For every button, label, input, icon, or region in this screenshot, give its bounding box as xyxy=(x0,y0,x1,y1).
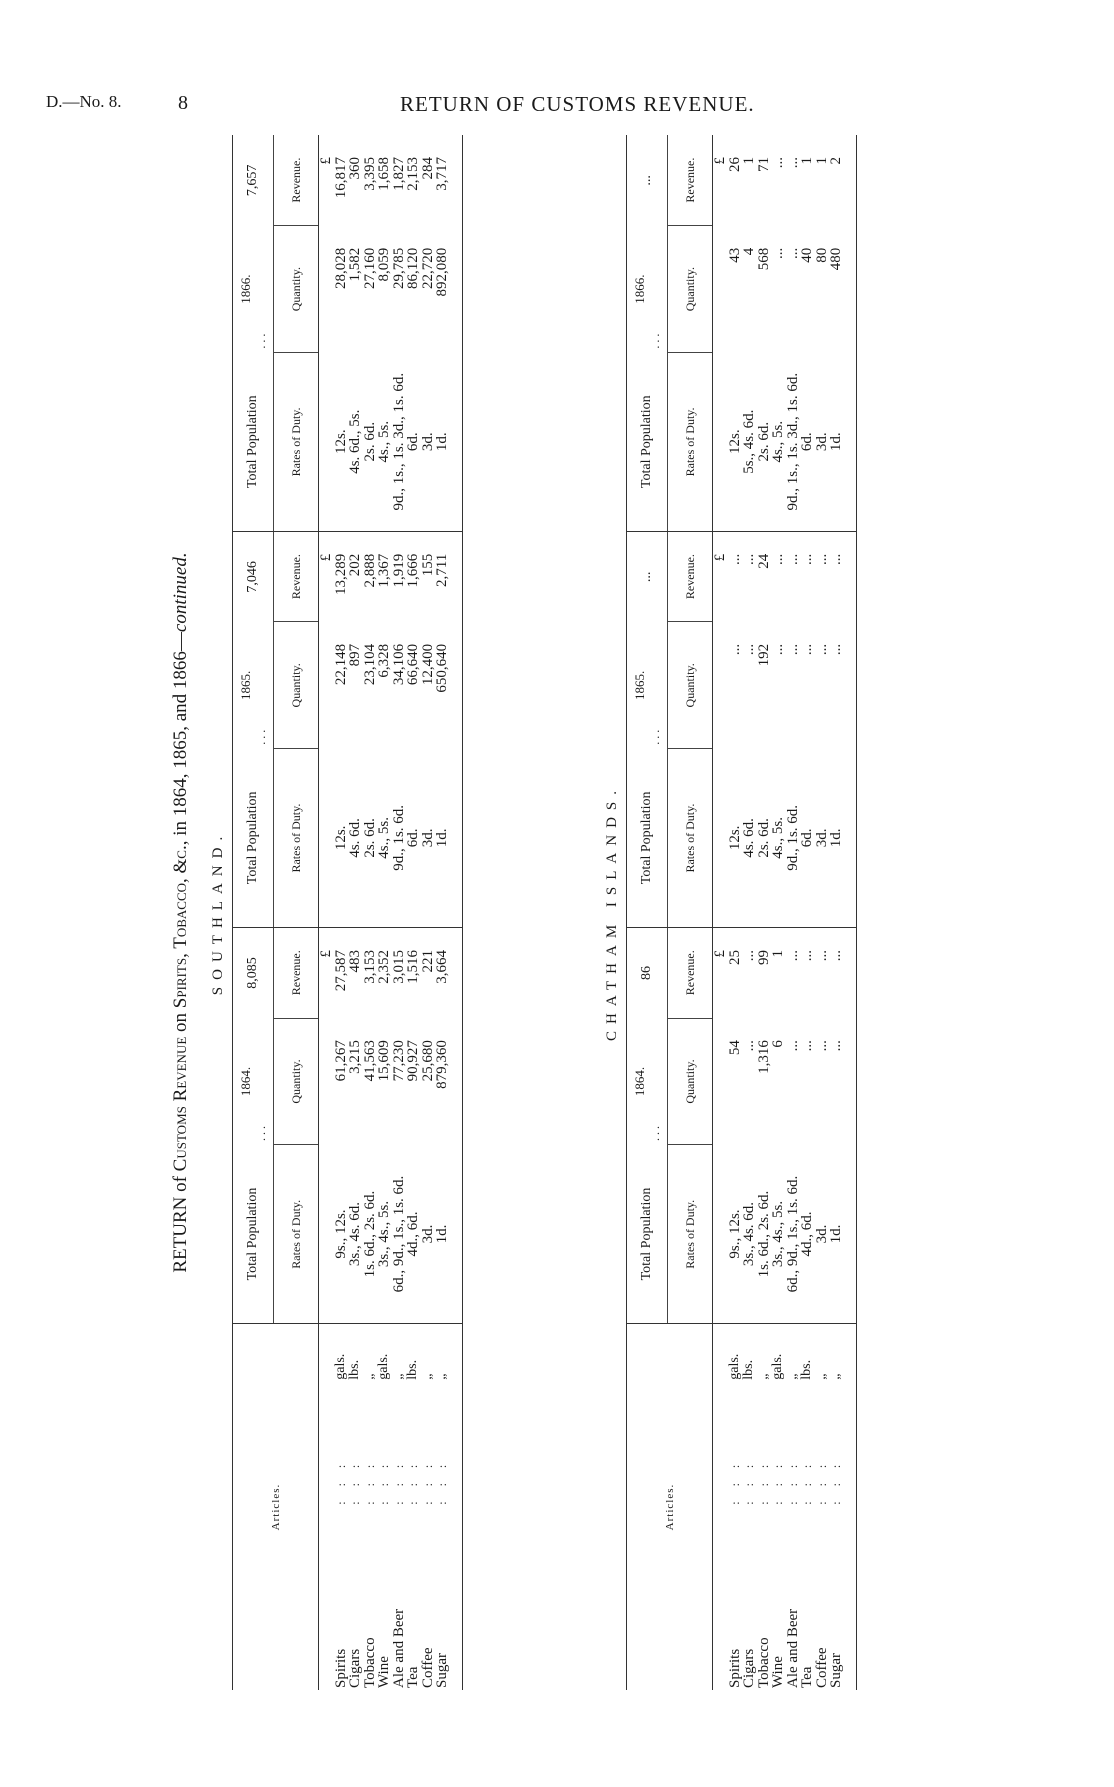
leader-dots: ... xyxy=(253,726,268,745)
revenue-cell: 3,153 xyxy=(361,949,378,984)
quantity-cell: ... xyxy=(799,643,815,656)
article-unit: gals. xyxy=(332,1353,348,1380)
article-unit: lbs. xyxy=(799,1359,814,1380)
article-unit: lbs. xyxy=(347,1359,362,1380)
articles-header: Articles. xyxy=(233,1324,319,1690)
quantity-cell: 12,400 xyxy=(419,643,436,686)
year-label xyxy=(233,1018,274,1145)
quantity-cell: ... xyxy=(770,643,786,656)
revenue-cell: 24 xyxy=(755,553,772,569)
quantity-cell: ... xyxy=(784,643,801,656)
rate-of-duty-cell: 4d., 6d. xyxy=(800,1145,815,1324)
article-name: Sugar xyxy=(434,1653,450,1688)
quantity-cell: 90,927 xyxy=(405,1040,421,1082)
rates-of-duty-header: Rates of Duty. xyxy=(274,749,319,928)
year-value: 1866. xyxy=(237,274,253,304)
rate-of-duty-cell: 1d. xyxy=(435,1145,450,1324)
quantity-cell: 80 xyxy=(813,247,830,263)
revenue-cell: 1,827 xyxy=(390,157,407,191)
table-row xyxy=(728,135,743,1690)
page-number: 8 xyxy=(178,92,188,114)
rate-of-duty-cell: 1d. xyxy=(435,749,450,928)
quantity-cell: 6 xyxy=(770,1040,786,1048)
total-population-label: Total Population xyxy=(627,1145,668,1324)
article-unit: lbs. xyxy=(741,1359,756,1380)
rate-of-duty-cell: 5s., 4s. 6d. xyxy=(742,353,757,532)
quantity-cell: ... xyxy=(813,643,830,656)
article-name: Coffee xyxy=(419,1647,436,1688)
article-unit: „ xyxy=(813,1373,829,1380)
rate-of-duty-cell: 1d. xyxy=(829,1145,844,1324)
total-population-label: Total Population xyxy=(627,749,668,928)
leader-dots: ... xyxy=(647,1122,662,1141)
quantity-cell: 86,120 xyxy=(405,247,421,289)
rate-of-duty-cell: 6d., 9d., 1s., 1s. 6d. xyxy=(392,1145,407,1324)
rate-of-duty-cell: 1s. 6d., 2s. 6d. xyxy=(757,1145,772,1324)
table-row xyxy=(742,135,757,1690)
leader-dots: : : : xyxy=(785,1458,800,1505)
article-unit: lbs. xyxy=(405,1359,420,1380)
quantity-cell: ... xyxy=(828,1040,844,1052)
rates-of-duty-header: Rates of Duty. xyxy=(668,353,713,532)
table-row xyxy=(406,135,421,1690)
leader-dots: : : : xyxy=(756,1458,771,1505)
total-population-label: Total Population xyxy=(233,749,274,928)
quantity-cell: 8,059 xyxy=(376,247,392,282)
year-value: 1864. xyxy=(237,1066,253,1097)
quantity-cell: 43 xyxy=(726,247,743,263)
revenue-cell: 1 xyxy=(813,157,830,165)
quantity-cell: 480 xyxy=(828,247,844,271)
article-unit: gals. xyxy=(726,1353,742,1380)
article-name: Spirits xyxy=(726,1648,743,1688)
quantity-header: Quantity. xyxy=(274,226,319,353)
rate-of-duty-cell: 3d. xyxy=(421,749,436,928)
rate-of-duty-cell: 4s., 5s. xyxy=(771,353,786,532)
revenue-cell: 27,587 xyxy=(332,949,349,992)
year-value: 1864. xyxy=(631,1066,647,1097)
rates-of-duty-header: Rates of Duty. xyxy=(668,1145,713,1324)
region-title-southland: SOUTHLAND. xyxy=(210,829,226,996)
quantity-cell: ... xyxy=(784,247,801,259)
table-row xyxy=(771,135,786,1690)
quantity-header: Quantity. xyxy=(274,622,319,749)
article-name: Tobacco xyxy=(755,1637,772,1688)
revenue-cell: ... xyxy=(741,949,757,962)
rate-of-duty-cell: 9d., 1s. 6d. xyxy=(392,749,407,928)
rate-of-duty-cell: 6d. xyxy=(800,749,815,928)
leader-dots: : : : xyxy=(420,1458,435,1505)
quantity-header: Quantity. xyxy=(274,1018,319,1145)
leader-dots: : : : xyxy=(333,1458,348,1505)
year-label xyxy=(627,1018,668,1145)
table-row xyxy=(800,135,815,1690)
quantity-cell: 22,148 xyxy=(332,643,349,686)
table-southland xyxy=(232,135,463,1690)
revenue-header: Revenue. xyxy=(668,531,713,622)
revenue-cell: 13,289 xyxy=(332,553,349,596)
leader-dots: : : : xyxy=(348,1458,362,1505)
article-name: Tobacco xyxy=(361,1637,378,1688)
quantity-cell: 28,028 xyxy=(332,247,349,289)
article-name: Cigars xyxy=(347,1648,363,1688)
leader-dots: : : : xyxy=(742,1458,756,1505)
articles-header: Articles. xyxy=(627,1324,713,1690)
quantity-cell: 3,215 xyxy=(347,1040,363,1074)
revenue-cell: 99 xyxy=(755,949,772,965)
quantity-cell: ... xyxy=(770,247,786,259)
revenue-cell: 2 xyxy=(828,157,844,165)
leader-dots: : : : xyxy=(814,1458,829,1505)
rate-of-duty-cell: 2s. 6d. xyxy=(363,749,378,928)
rate-of-duty-cell: 4s., 5s. xyxy=(377,353,392,532)
revenue-cell: 3,717 xyxy=(434,157,450,191)
quantity-header: Quantity. xyxy=(668,1018,713,1145)
quantity-cell: 34,106 xyxy=(390,643,407,686)
article-unit: gals. xyxy=(376,1353,391,1380)
table-chatham-islands xyxy=(626,135,857,1690)
revenue-cell: 3,664 xyxy=(434,949,450,984)
quantity-cell: 879,360 xyxy=(434,1040,450,1089)
revenue-cell: ... xyxy=(799,553,815,566)
article-unit: „ xyxy=(361,1373,377,1380)
revenue-cell: 1,919 xyxy=(390,553,407,588)
table-row xyxy=(757,135,772,1690)
quantity-cell: ... xyxy=(813,1040,830,1052)
article-unit: „ xyxy=(828,1373,843,1380)
rate-of-duty-cell: 2s. 6d. xyxy=(757,353,772,532)
article-name: Spirits xyxy=(332,1648,349,1688)
quantity-header: Quantity. xyxy=(668,226,713,353)
revenue-cell: ... xyxy=(784,553,801,566)
year-label xyxy=(233,226,274,353)
rotated-return-tables xyxy=(170,135,1040,1690)
revenue-cell: 1 xyxy=(770,949,786,958)
population-value: ... xyxy=(627,531,668,622)
rate-of-duty-cell: 3s., 4s., 5s. xyxy=(377,1145,392,1324)
rate-of-duty-cell: 2s. 6d. xyxy=(757,749,772,928)
population-value: ... xyxy=(627,135,668,226)
revenue-header: Revenue. xyxy=(274,531,319,622)
rate-of-duty-cell: 12s. xyxy=(728,353,743,532)
currency-symbol: £ xyxy=(318,949,334,958)
leader-dots: : : : xyxy=(377,1458,391,1505)
rate-of-duty-cell: 9d., 1s. 6d. xyxy=(786,749,801,928)
revenue-cell: ... xyxy=(726,553,743,566)
rate-of-duty-cell: 4s. 6d. xyxy=(348,749,363,928)
rate-of-duty-cell: 6d., 9d., 1s., 1s. 6d. xyxy=(786,1145,801,1324)
currency-symbol: £ xyxy=(712,553,728,562)
rate-of-duty-cell: 4s., 5s. xyxy=(771,749,786,928)
quantity-cell: 22,720 xyxy=(419,247,436,289)
revenue-cell: 1,367 xyxy=(376,553,392,588)
rate-of-duty-cell: 6d. xyxy=(406,353,421,532)
revenue-cell: 202 xyxy=(347,553,363,577)
rates-of-duty-header: Rates of Duty. xyxy=(274,353,319,532)
leader-dots: : : : xyxy=(727,1458,742,1505)
article-name: Cigars xyxy=(741,1648,757,1688)
table-row xyxy=(829,135,844,1690)
revenue-header: Revenue. xyxy=(668,135,713,226)
quantity-cell: ... xyxy=(799,1040,815,1052)
revenue-header: Revenue. xyxy=(668,927,713,1018)
rate-of-duty-cell: 4s., 5s. xyxy=(377,749,392,928)
table-row xyxy=(815,135,830,1690)
table-row xyxy=(435,135,450,1690)
total-population-label: Total Population xyxy=(627,353,668,532)
quantity-cell: 892,080 xyxy=(434,247,450,297)
rate-of-duty-cell: 6d. xyxy=(800,353,815,532)
leader-dots: : : : xyxy=(391,1458,406,1505)
rate-of-duty-cell: 2s. 6d. xyxy=(363,353,378,532)
quantity-cell: ... xyxy=(828,643,844,656)
quantity-cell: 54 xyxy=(726,1040,743,1056)
quantity-cell: 650,640 xyxy=(434,643,450,693)
revenue-cell: 155 xyxy=(419,553,436,577)
article-name: Ale and Beer xyxy=(390,1608,407,1688)
population-value: 7,046 xyxy=(233,531,274,622)
rate-of-duty-cell: 9s., 12s. xyxy=(334,1145,349,1324)
revenue-cell: 16,817 xyxy=(332,157,349,199)
leader-dots: : : : xyxy=(406,1458,420,1505)
quantity-cell: 23,104 xyxy=(361,643,378,686)
table-row xyxy=(334,135,349,1690)
revenue-cell: ... xyxy=(813,553,830,566)
rate-of-duty-cell: 12s. xyxy=(334,353,349,532)
quantity-cell: 66,640 xyxy=(405,643,421,686)
revenue-cell: 1 xyxy=(799,157,815,165)
table-row xyxy=(421,135,436,1690)
article-unit: gals. xyxy=(770,1353,785,1380)
rate-of-duty-cell: 1s. 6d., 2s. 6d. xyxy=(363,1145,378,1324)
article-name: Wine xyxy=(376,1656,392,1688)
revenue-header: Revenue. xyxy=(274,927,319,1018)
revenue-cell: 360 xyxy=(347,157,363,180)
table-row xyxy=(392,135,407,1690)
rate-of-duty-cell: 9d., 1s., 1s. 3d., 1s. 6d. xyxy=(786,353,801,532)
revenue-cell: 25 xyxy=(726,949,743,965)
year-value: 1865. xyxy=(631,670,647,700)
article-name: Sugar xyxy=(828,1653,844,1688)
rate-of-duty-cell: 4s. 6d., 5s. xyxy=(348,353,363,532)
quantity-header: Quantity. xyxy=(668,622,713,749)
quantity-cell: ... xyxy=(784,1040,801,1052)
revenue-cell: 284 xyxy=(419,157,436,180)
leader-dots: : : : xyxy=(362,1458,377,1505)
quantity-cell: 61,267 xyxy=(332,1040,349,1082)
revenue-cell: 3,395 xyxy=(361,157,378,191)
year-label xyxy=(233,622,274,749)
quantity-cell: 77,230 xyxy=(390,1040,407,1082)
population-value: 7,657 xyxy=(233,135,274,226)
revenue-cell: ... xyxy=(770,553,786,566)
rate-of-duty-cell: 3d. xyxy=(421,1145,436,1324)
rate-of-duty-cell: 4d., 6d. xyxy=(406,1145,421,1324)
revenue-cell: 26 xyxy=(726,157,743,172)
article-name: Ale and Beer xyxy=(784,1608,801,1688)
article-name: Wine xyxy=(770,1656,786,1688)
article-name: Coffee xyxy=(813,1647,830,1688)
population-value: 8,085 xyxy=(233,927,274,1018)
rate-of-duty-cell: 3d. xyxy=(815,353,830,532)
rate-of-duty-cell: 1d. xyxy=(435,353,450,532)
population-value: 86 xyxy=(627,927,668,1018)
rate-of-duty-cell: 12s. xyxy=(334,749,349,928)
year-label xyxy=(627,226,668,353)
rate-of-duty-cell: 1d. xyxy=(829,749,844,928)
year-label xyxy=(627,622,668,749)
rate-of-duty-cell: 6d. xyxy=(406,749,421,928)
article-unit: „ xyxy=(784,1373,800,1380)
currency-symbol: £ xyxy=(712,949,728,958)
running-title: RETURN OF CUSTOMS REVENUE. xyxy=(400,92,755,116)
leader-dots: ... xyxy=(647,330,662,349)
revenue-cell: 2,352 xyxy=(376,949,392,984)
revenue-cell: ... xyxy=(784,157,801,169)
revenue-cell: ... xyxy=(813,949,830,962)
quantity-cell: 41,563 xyxy=(361,1040,378,1082)
leader-dots: : : : xyxy=(829,1458,843,1505)
currency-symbol: £ xyxy=(712,157,728,165)
quantity-cell: 4 xyxy=(741,247,757,256)
revenue-cell: 1,516 xyxy=(405,949,421,984)
quantity-cell: 15,609 xyxy=(376,1040,392,1082)
table-row xyxy=(377,135,392,1690)
total-population-label: Total Population xyxy=(233,1145,274,1324)
rate-of-duty-cell: 1d. xyxy=(829,353,844,532)
revenue-cell: ... xyxy=(828,949,844,962)
leader-dots: : : : xyxy=(771,1458,785,1505)
article-name: Tea xyxy=(405,1666,421,1688)
rate-of-duty-cell: 12s. xyxy=(728,749,743,928)
revenue-cell: 483 xyxy=(347,949,363,973)
rate-of-duty-cell: 3d. xyxy=(815,1145,830,1324)
revenue-cell: 3,015 xyxy=(390,949,407,984)
return-title: RETURN of Customs Revenue on Spirits, Tobacco, &c., in 1864, 1865, and 1866—continued. xyxy=(170,552,191,1273)
quantity-cell: ... xyxy=(741,643,757,656)
quantity-cell: ... xyxy=(726,643,743,656)
currency-symbol: £ xyxy=(318,157,334,165)
document-id: D.—No. 8. xyxy=(46,92,122,111)
revenue-cell: ... xyxy=(799,949,815,962)
rates-of-duty-header: Rates of Duty. xyxy=(668,749,713,928)
quantity-cell: 897 xyxy=(347,643,363,667)
total-population-label: Total Population xyxy=(233,353,274,532)
rate-of-duty-cell: 3s., 4s. 6d. xyxy=(348,1145,363,1324)
quantity-cell: 192 xyxy=(755,643,772,667)
rate-of-duty-cell: 9d., 1s., 1s. 3d., 1s. 6d. xyxy=(392,353,407,532)
quantity-cell: ... xyxy=(741,1040,757,1052)
revenue-cell: ... xyxy=(784,949,801,962)
article-unit: „ xyxy=(390,1373,406,1380)
quantity-cell: 1,582 xyxy=(347,247,363,282)
revenue-cell: 71 xyxy=(755,157,772,172)
article-unit: „ xyxy=(755,1373,771,1380)
rates-of-duty-header: Rates of Duty. xyxy=(274,1145,319,1324)
leader-dots: : : : xyxy=(800,1458,814,1505)
currency-symbol: £ xyxy=(318,553,334,562)
revenue-cell: 221 xyxy=(419,949,436,973)
quantity-cell: 6,328 xyxy=(376,643,392,678)
leader-dots: ... xyxy=(253,1122,268,1141)
rate-of-duty-cell: 3s., 4s., 5s. xyxy=(771,1145,786,1324)
rate-of-duty-cell: 4s. 6d. xyxy=(742,749,757,928)
year-value: 1865. xyxy=(237,670,253,700)
revenue-cell: 2,153 xyxy=(405,157,421,191)
rate-of-duty-cell: 3d. xyxy=(421,353,436,532)
table-row xyxy=(786,135,801,1690)
rate-of-duty-cell: 3s., 4s. 6d. xyxy=(742,1145,757,1324)
revenue-cell: ... xyxy=(770,157,786,169)
table-row xyxy=(363,135,378,1690)
revenue-cell: ... xyxy=(741,553,757,566)
article-unit: „ xyxy=(419,1373,435,1380)
leader-dots: ... xyxy=(647,726,662,745)
table-row xyxy=(348,135,363,1690)
leader-dots: : : : xyxy=(435,1458,449,1505)
leader-dots: ... xyxy=(253,330,268,349)
revenue-cell: 1,658 xyxy=(376,157,392,191)
region-title-chatham-islands: CHATHAM ISLANDS. xyxy=(604,784,620,1042)
quantity-cell: 568 xyxy=(755,247,772,271)
article-name: Tea xyxy=(799,1666,815,1688)
revenue-header: Revenue. xyxy=(274,135,319,226)
article-unit: „ xyxy=(434,1373,449,1380)
quantity-cell: 29,785 xyxy=(390,247,407,289)
year-value: 1866. xyxy=(631,274,647,304)
quantity-cell: 1,316 xyxy=(755,1040,772,1074)
revenue-cell: 1,666 xyxy=(405,553,421,588)
revenue-cell: 1 xyxy=(741,157,757,165)
revenue-cell: 2,711 xyxy=(434,553,450,587)
quantity-cell: 25,680 xyxy=(419,1040,436,1082)
rate-of-duty-cell: 3d. xyxy=(815,749,830,928)
quantity-cell: 40 xyxy=(799,247,815,263)
rate-of-duty-cell: 9s., 12s. xyxy=(728,1145,743,1324)
revenue-cell: ... xyxy=(828,553,844,566)
quantity-cell: 27,160 xyxy=(361,247,378,289)
revenue-cell: 2,888 xyxy=(361,553,378,588)
